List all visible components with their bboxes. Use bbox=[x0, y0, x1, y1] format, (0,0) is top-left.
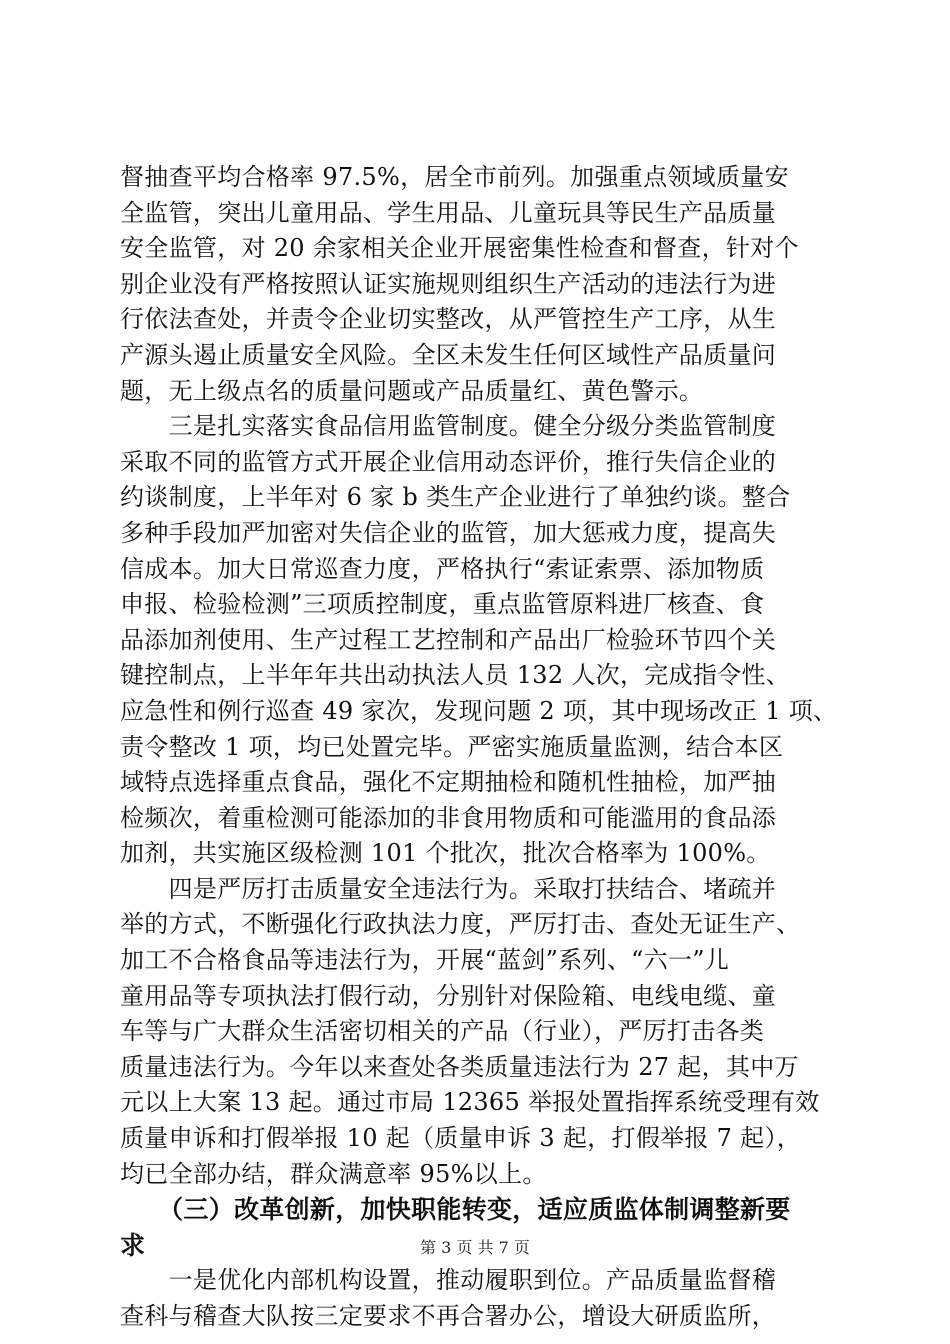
body-line: 约谈制度，上半年对 6 家 b 类生产企业进行了单独约谈。整合 bbox=[120, 483, 791, 512]
body-line: 别企业没有严格按照认证实施规则组织生产活动的违法行为进 bbox=[120, 269, 777, 298]
document-body bbox=[120, 160, 836, 1335]
body-line: 加工不合格食品等违法行为，开展“蓝剑”系列、“六一”儿 bbox=[120, 946, 730, 975]
body-line: 车等与广大群众生活密切相关的产品（行业），严厉打击各类 bbox=[120, 1017, 765, 1046]
body-line: 三是扎实落实食品信用监管制度。健全分级分类监管制度 bbox=[120, 412, 777, 441]
body-line: 品添加剂使用、生产过程工艺控制和产品出厂检验环节四个关 bbox=[120, 625, 777, 654]
body-line: 督抽查平均合格率 97.5%，居全市前列。加强重点领域质量安 bbox=[120, 163, 789, 191]
body-line: 质量申诉和打假举报 10 起（质量申诉 3 起，打假举报 7 起）， bbox=[120, 1124, 802, 1153]
body-line: 均已全部办结，群众满意率 95%以上。 bbox=[120, 1159, 547, 1188]
body-line: 信成本。加大日常巡查力度，严格执行“索证索票、添加物质 bbox=[120, 554, 765, 583]
body-line: 举的方式，不断强化行政执法力度，严厉打击、查处无证生产、 bbox=[120, 910, 801, 939]
body-line: 加剂，共实施区级检测 101 个批次，批次合格率为 100%。 bbox=[120, 839, 771, 868]
body-line: 一是优化内部机构设置，推动履职到位。产品质量监督稽 bbox=[120, 1266, 777, 1295]
body-line: 采取不同的监管方式开展企业信用动态评价，推行失信企业的 bbox=[120, 447, 777, 476]
body-line: 全监管，突出儿童用品、学生用品、儿童玩具等民生产品质量 bbox=[120, 198, 777, 227]
body-line: 键控制点，上半年年共出动执法人员 132 人次，完成指令性、 bbox=[120, 661, 791, 690]
body-line: 四是严厉打击质量安全违法行为。采取打扶结合、堵疏并 bbox=[120, 874, 777, 903]
body-line: 查科与稽查大队按三定要求不再合署办公，增设大研质监所， bbox=[120, 1302, 777, 1330]
body-line: 域特点选择重点食品，强化不定期抽检和随机性抽检，加严抽 bbox=[120, 768, 777, 797]
body-line: 题，无上级点名的质量问题或产品质量红、黄色警示。 bbox=[120, 376, 704, 405]
body-line: 元以上大案 13 起。通过市局 12365 举报处置指挥系统受理有效 bbox=[120, 1088, 820, 1117]
body-line: 责令整改 1 项，均已处置完毕。严密实施质量监测，结合本区 bbox=[120, 732, 784, 761]
section-heading-line: （三）改革创新，加快职能转变，适应质监体制调整新要 bbox=[120, 1195, 791, 1225]
body-line: 安全监管，对 20 余家相关企业开展密集性检查和督查，针对个 bbox=[120, 234, 799, 263]
body-line: 应急性和例行巡查 49 家次，发现问题 2 项，其中现场改正 1 项、 bbox=[120, 696, 838, 725]
body-line: 行依法查处，并责令企业切实整改，从严管控生产工序，从生 bbox=[120, 305, 777, 334]
body-line: 质量违法行为。今年以来查处各类质量违法行为 27 起，其中万 bbox=[120, 1052, 799, 1081]
body-line: 童用品等专项执法打假行动，分别针对保险箱、电线电缆、童 bbox=[120, 981, 777, 1010]
section-heading-line: 求 bbox=[120, 1230, 146, 1260]
body-line: 检频次，着重检测可能添加的非食用物质和可能滥用的食品添 bbox=[120, 803, 777, 832]
page-number-footer: 第 3 页 共 7 页 bbox=[420, 1238, 530, 1257]
body-line: 多种手段加严加密对失信企业的监管，加大惩戒力度，提高失 bbox=[120, 518, 777, 547]
body-line: 产源头遏止质量安全风险。全区未发生任何区域性产品质量问 bbox=[120, 340, 777, 369]
body-line: 申报、检验检测”三项质控制度，重点监管原料进厂核查、食 bbox=[120, 590, 765, 619]
